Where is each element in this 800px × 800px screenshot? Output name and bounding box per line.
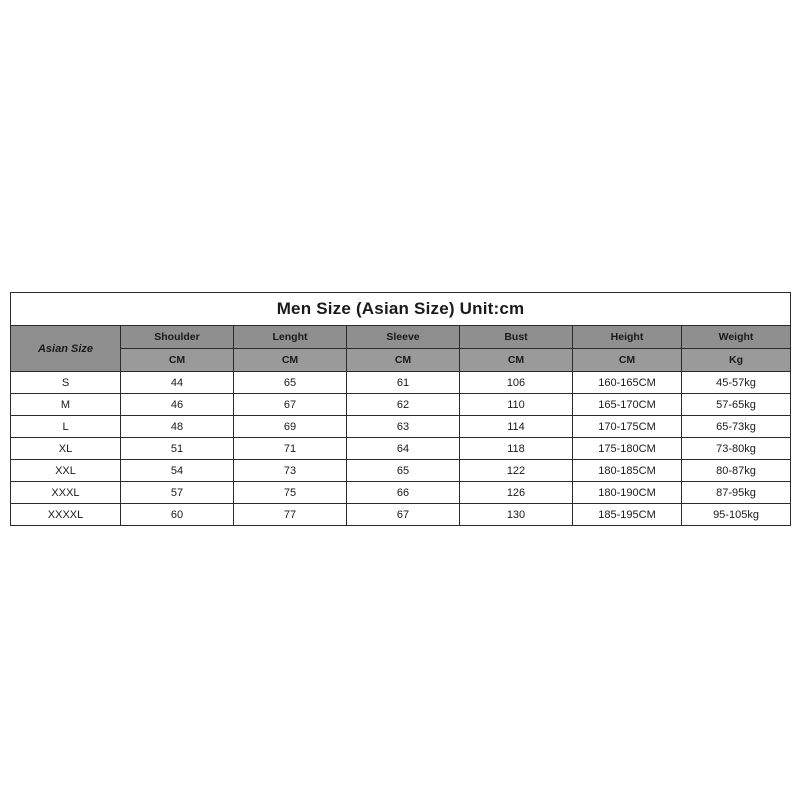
row-length: 69: [234, 416, 347, 438]
row-height: 175-180CM: [573, 438, 682, 460]
row-bust: 118: [460, 438, 573, 460]
table-row: [11, 504, 791, 526]
unit-shoulder: CM: [121, 349, 234, 372]
row-length: 67: [234, 394, 347, 416]
row-length: 77: [234, 504, 347, 526]
header-bust: Bust: [460, 326, 573, 349]
row-length: 73: [234, 460, 347, 482]
row-sleeve: 61: [347, 372, 460, 394]
row-weight: 87-95kg: [682, 482, 791, 504]
row-size-label: L: [11, 416, 121, 438]
row-bust: 110: [460, 394, 573, 416]
row-sleeve: 65: [347, 460, 460, 482]
row-weight: 80-87kg: [682, 460, 791, 482]
size-chart-table: [10, 292, 791, 526]
row-sleeve: 64: [347, 438, 460, 460]
row-bust: 130: [460, 504, 573, 526]
unit-row: [11, 349, 791, 372]
row-sleeve: 63: [347, 416, 460, 438]
row-size-label: M: [11, 394, 121, 416]
header-shoulder: Shoulder: [121, 326, 234, 349]
row-shoulder: 60: [121, 504, 234, 526]
row-height: 180-190CM: [573, 482, 682, 504]
row-shoulder: 46: [121, 394, 234, 416]
table-row: [11, 460, 791, 482]
row-height: 185-195CM: [573, 504, 682, 526]
table-row: [11, 438, 791, 460]
unit-bust: CM: [460, 349, 573, 372]
chart-title-row: [11, 293, 791, 326]
row-size-label: XL: [11, 438, 121, 460]
unit-length: CM: [234, 349, 347, 372]
row-sleeve: 66: [347, 482, 460, 504]
row-length: 65: [234, 372, 347, 394]
table-row: [11, 394, 791, 416]
unit-weight: Kg: [682, 349, 791, 372]
row-weight: 57-65kg: [682, 394, 791, 416]
header-height: Height: [573, 326, 682, 349]
row-shoulder: 51: [121, 438, 234, 460]
row-bust: 126: [460, 482, 573, 504]
row-shoulder: 54: [121, 460, 234, 482]
row-height: 160-165CM: [573, 372, 682, 394]
header-asian-size: Asian Size: [11, 326, 121, 372]
table-row: [11, 372, 791, 394]
table-row: [11, 482, 791, 504]
row-shoulder: 44: [121, 372, 234, 394]
row-size-label: S: [11, 372, 121, 394]
row-bust: 106: [460, 372, 573, 394]
row-length: 71: [234, 438, 347, 460]
row-weight: 73-80kg: [682, 438, 791, 460]
row-weight: 45-57kg: [682, 372, 791, 394]
row-height: 180-185CM: [573, 460, 682, 482]
row-weight: 65-73kg: [682, 416, 791, 438]
table-row: [11, 416, 791, 438]
row-shoulder: 48: [121, 416, 234, 438]
unit-height: CM: [573, 349, 682, 372]
header-row: [11, 326, 791, 349]
header-weight: Weight: [682, 326, 791, 349]
row-size-label: XXL: [11, 460, 121, 482]
row-height: 170-175CM: [573, 416, 682, 438]
row-size-label: XXXL: [11, 482, 121, 504]
row-length: 75: [234, 482, 347, 504]
row-bust: 122: [460, 460, 573, 482]
chart-title: Men Size (Asian Size) Unit:cm: [11, 293, 791, 326]
row-sleeve: 62: [347, 394, 460, 416]
header-length: Lenght: [234, 326, 347, 349]
unit-sleeve: CM: [347, 349, 460, 372]
row-height: 165-170CM: [573, 394, 682, 416]
row-sleeve: 67: [347, 504, 460, 526]
header-sleeve: Sleeve: [347, 326, 460, 349]
row-weight: 95-105kg: [682, 504, 791, 526]
row-size-label: XXXXL: [11, 504, 121, 526]
row-bust: 114: [460, 416, 573, 438]
row-shoulder: 57: [121, 482, 234, 504]
